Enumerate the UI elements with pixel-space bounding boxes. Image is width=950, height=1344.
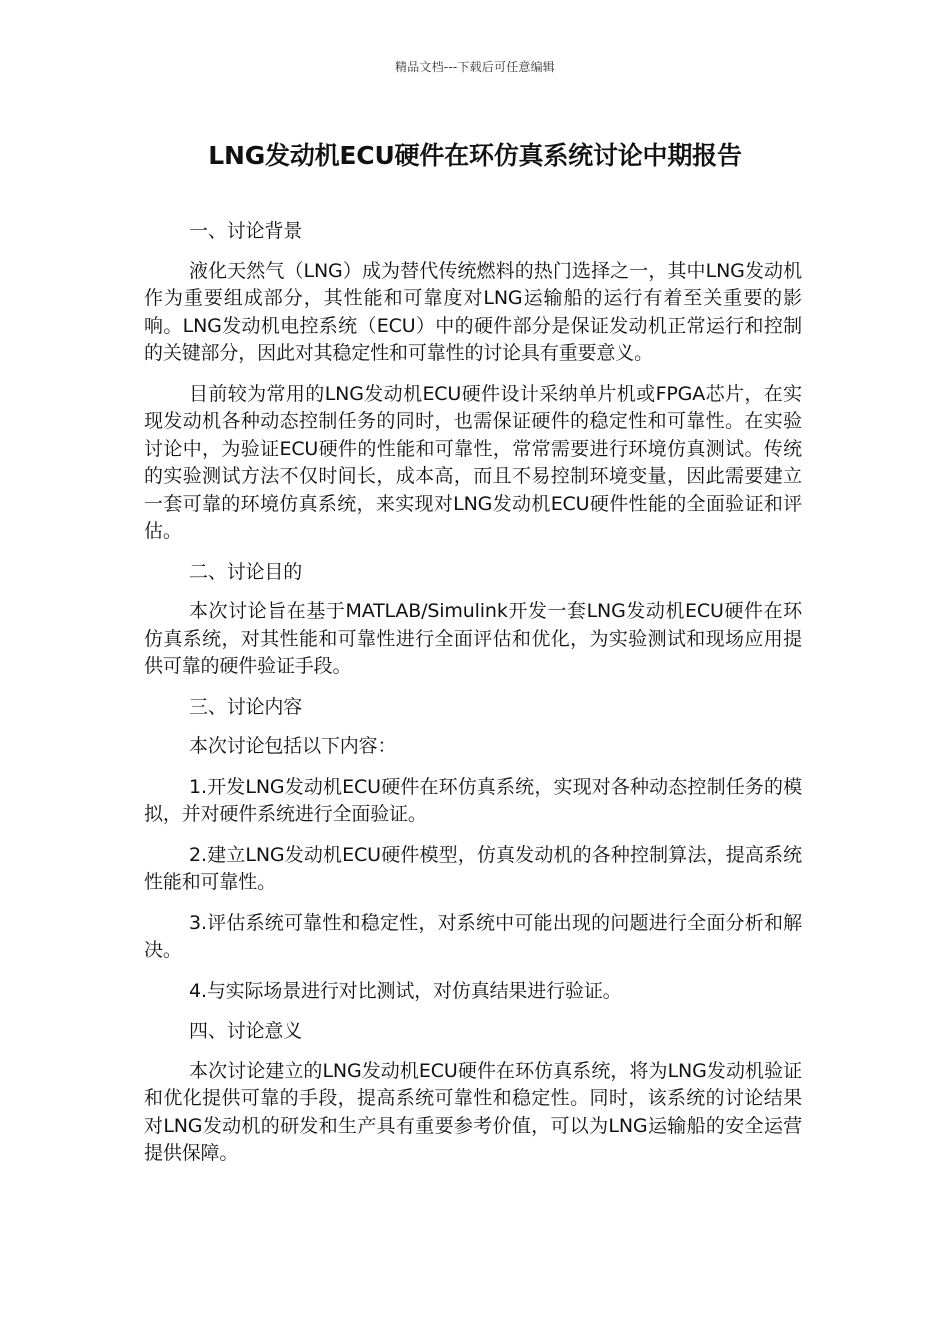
- paragraph-background-2: 目前较为常用的LNG发动机ECU硬件设计采纳单片机或FPGA芯片，在实现发动机各种动态控制任务的同时，也需保证硬件的稳定性和可靠性。在实验讨论中，为验证ECU硬件的性能和可靠性，常常需要进行环境仿真测试。传统的实验测试方法不仅时间长，成本高，而且不易控制环境变量，因此需要建立一套可靠的环境仿真系统，来实现对LNG发动机ECU硬件性能的全面验证和评估。: [144, 382, 802, 542]
- list-item-content-1: 1.开发LNG发动机ECU硬件在环仿真系统，实现对各种动态控制任务的模拟，并对硬件系统进行全面验证。: [144, 775, 802, 825]
- page-header: 精品文档---下载后可任意编辑: [395, 60, 555, 74]
- document-title: LNG发动机ECU硬件在环仿真系统讨论中期报告: [208, 141, 742, 170]
- list-item-content-4: 4.与实际场景进行对比测试，对仿真结果进行验证。: [189, 979, 622, 1002]
- paragraph-background-1: 液化天然气（LNG）成为替代传统燃料的热门选择之一，其中LNG发动机作为重要组成部分，其性能和可靠度对LNG运输船的运行有着至关重要的影响。LNG发动机电控系统（ECU）中的硬件部分是保证发动机正常运行和控制的关键部分，因此对其稳定性和可靠性的讨论具有重要意义。: [144, 259, 802, 364]
- list-item-content-2: 2.建立LNG发动机ECU硬件模型，仿真发动机的各种控制算法，提高系统性能和可靠性。: [144, 843, 802, 893]
- section-heading-significance: 四、讨论意义: [189, 1020, 303, 1042]
- section-heading-content: 三、讨论内容: [189, 695, 303, 718]
- paragraph-significance: 本次讨论建立的LNG发动机ECU硬件在环仿真系统，将为LNG发动机验证和优化提供可靠的手段，提高系统可靠性和稳定性。同时，该系统的讨论结果对LNG发动机的研发和生产具有重要参考价值，可以为LNG运输船的安全运营提供保障。: [144, 1059, 802, 1164]
- section-heading-purpose: 二、讨论目的: [189, 560, 303, 583]
- list-item-content-3: 3.评估系统可靠性和稳定性，对系统中可能出现的问题进行全面分析和解决。: [144, 911, 802, 961]
- paragraph-purpose: 本次讨论旨在基于MATLAB/Simulink开发一套LNG发动机ECU硬件在环仿真系统，对其性能和可靠性进行全面评估和优化，为实验测试和现场应用提供可靠的硬件验证手段。: [144, 600, 802, 677]
- document-body: [144, 218, 802, 1181]
- paragraph-content-intro: 本次讨论包括以下内容：: [189, 735, 397, 757]
- section-heading-background: 一、讨论背景: [189, 220, 303, 242]
